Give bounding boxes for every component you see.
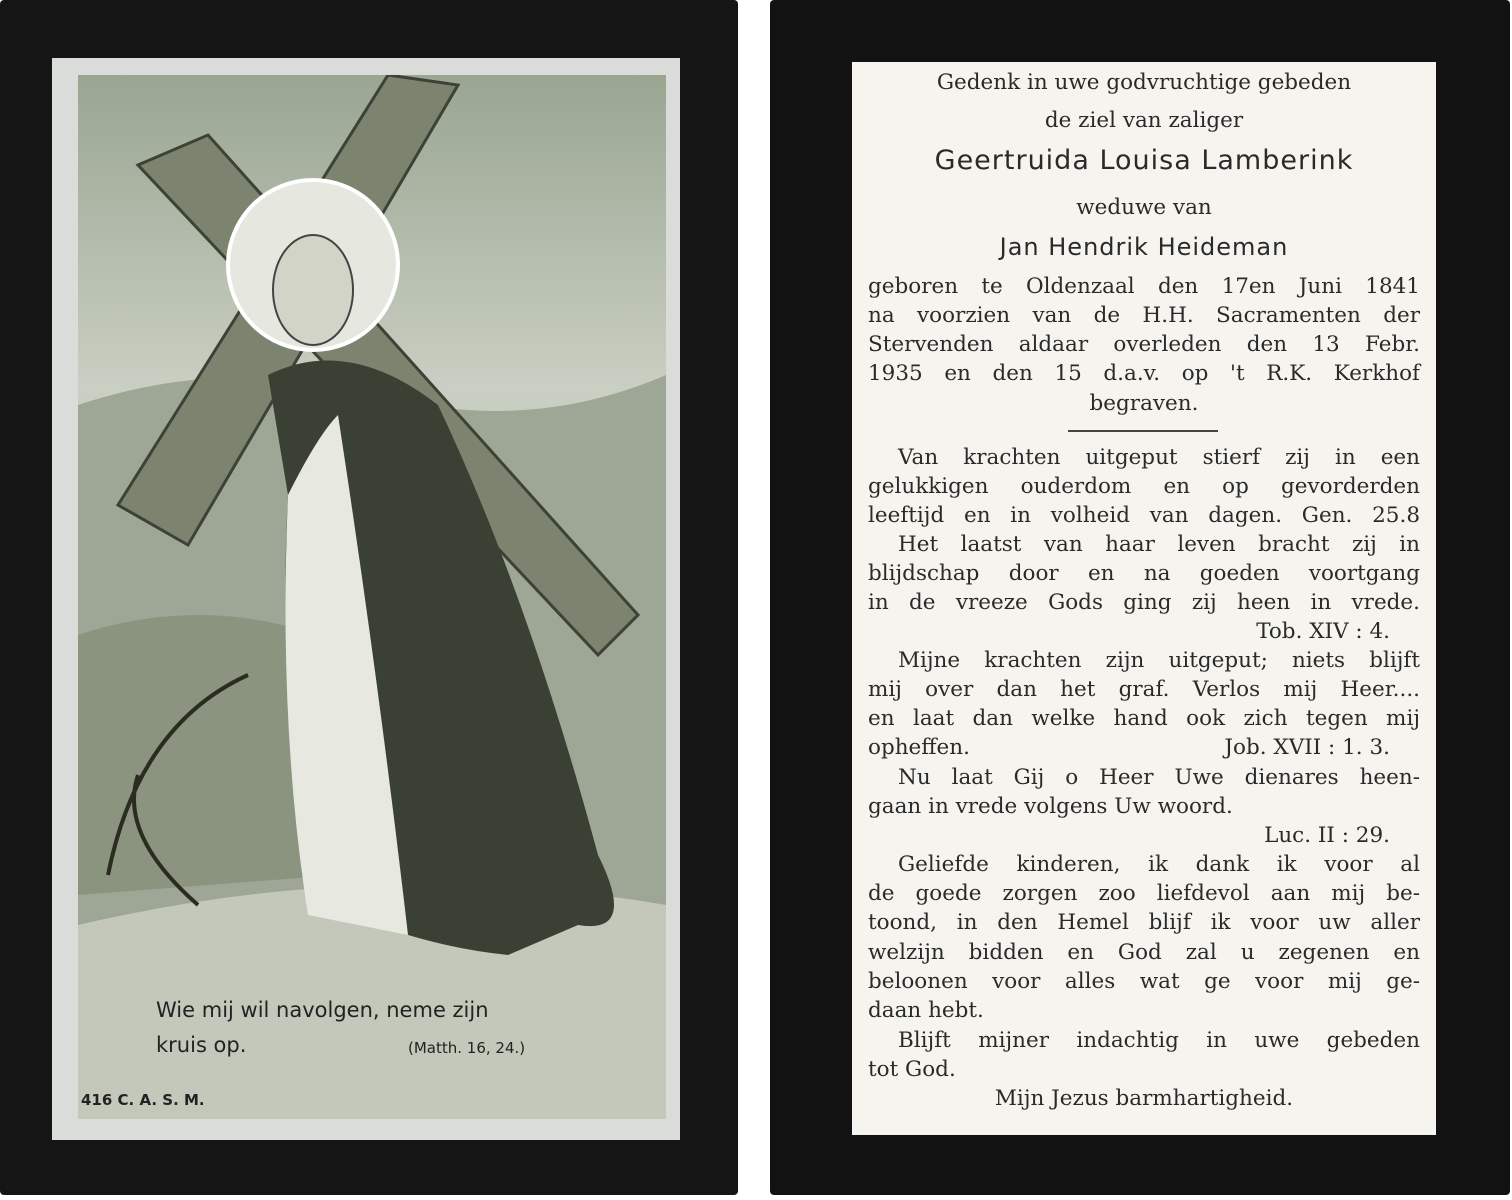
scripture-reference: (Matth. 16, 24.) (408, 1039, 526, 1057)
verse-line: mij over dan het graf. Verlos mij Heer.... (868, 677, 1420, 702)
verse-line: Nu laat Gij o Heer Uwe dienares heen- (898, 765, 1420, 790)
verse-line: gelukkigen ouderdom en op gevorderden (868, 474, 1420, 499)
bio-line: geboren te Oldenzaal den 17en Juni 1841 (868, 274, 1420, 299)
intro-line: de ziel van zaliger (1044, 108, 1244, 133)
closing-prayer: Mijn Jezus barmhartigheid. (994, 1086, 1294, 1111)
spouse-name: Jan Hendrik Heideman (999, 233, 1289, 261)
bio-line: na voorzien van de H.H. Sacramenten der (868, 303, 1420, 328)
verse-line: gaan in vrede volgens Uw woord. (868, 794, 1233, 819)
widow-of: weduwe van (1076, 195, 1212, 220)
bio-line: 1935 en den 15 d.a.v. op 't R.K. Kerkhof (868, 361, 1420, 386)
intro-line: Gedenk in uwe godvruchtige gebeden (936, 70, 1352, 95)
verse-reference: Tob. XIV : 4. (1256, 619, 1390, 644)
verse-line: blijdschap door en na goeden voortgang (868, 561, 1420, 586)
verse-reference: Job. XVII : 1. 3. (1224, 735, 1390, 760)
deceased-name: Geertruida Louisa Lamberink (934, 145, 1354, 176)
verse-line: toond, in den Hemel blijf ik voor uw aller (868, 910, 1420, 935)
verse-line: in de vreeze Gods ging zij heen in vrede. (868, 590, 1420, 615)
verse-line: daan hebt. (868, 998, 984, 1023)
verse-line: Van krachten uitgeput stierf zij in een (898, 445, 1420, 470)
christ-carrying-cross-illustration (78, 75, 666, 1119)
verse-line: en laat dan welke hand ook zich tegen mij (868, 706, 1420, 731)
holy-card-front (0, 0, 738, 1195)
bio-line: begraven. (1089, 391, 1199, 416)
verse-line: welzijn bidden en God zal u zegenen en (868, 940, 1420, 965)
scripture-quote-line2: kruis op. (156, 1033, 247, 1057)
verse-line: Blijft mijner indachtig in uwe gebeden (898, 1028, 1420, 1053)
verse-reference: Luc. II : 29. (1264, 823, 1390, 848)
divider (1068, 430, 1218, 432)
verse-line: Geliefde kinderen, ik dank ik voor al (898, 852, 1420, 877)
verse-line: opheffen. (868, 735, 970, 760)
bio-line: Stervenden aldaar overleden den 13 Febr. (868, 332, 1420, 357)
verse-line: leeftijd en in volheid van dagen. Gen. 25.8 (868, 503, 1420, 528)
verse-line: tot God. (868, 1057, 956, 1082)
publisher-mark: 416 C. A. S. M. (81, 1091, 205, 1109)
verse-line: Het laatst van haar leven bracht zij in (898, 532, 1420, 557)
verse-line: de goede zorgen zoo liefdevol aan mij be- (868, 881, 1420, 906)
scripture-quote-line1: Wie mij wil navolgen, neme zijn (156, 998, 489, 1022)
verse-line: Mijne krachten zijn uitgeput; niets blijft (898, 648, 1420, 673)
verse-line: beloonen voor alles wat ge voor mij ge- (868, 969, 1420, 994)
